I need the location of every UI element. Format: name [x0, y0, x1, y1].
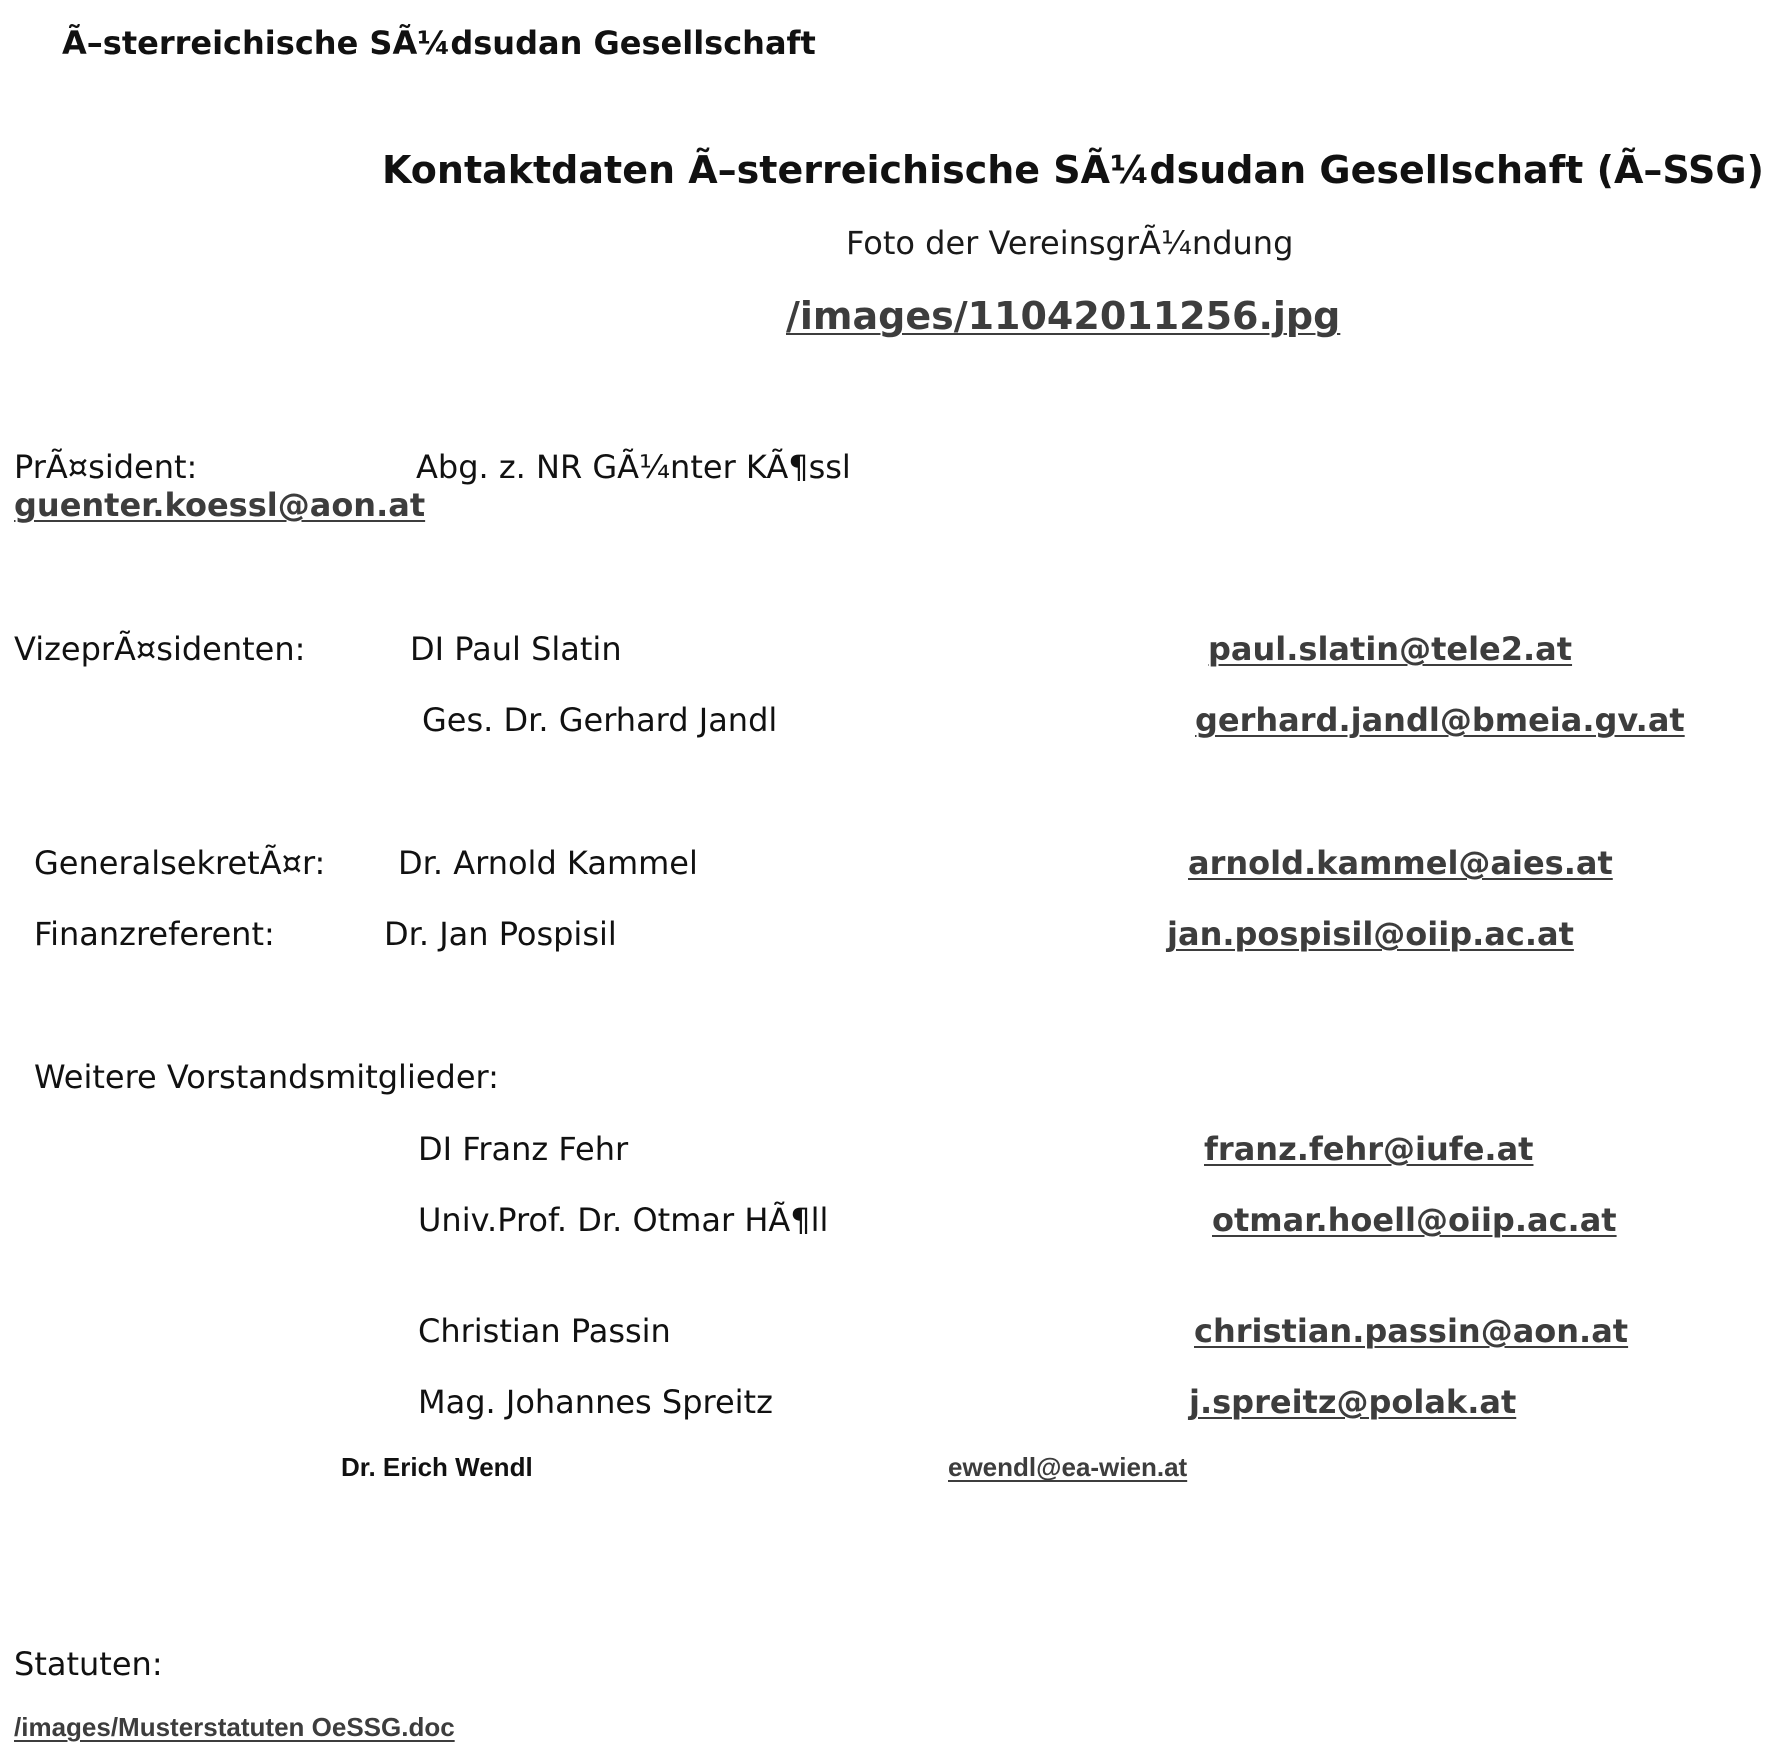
board-member-email-link[interactable]: ewendl@ea-wien.at — [948, 1452, 1188, 1482]
president-name: Abg. z. NR GÃ¼nter KÃ¶ssl — [416, 448, 851, 486]
president-label: PrÃ¤sident: — [14, 448, 198, 486]
vice-president-name: Ges. Dr. Gerhard Jandl — [422, 701, 778, 739]
secretary-general-email-link[interactable]: arnold.kammel@aies.at — [1188, 844, 1613, 882]
vice-presidents-label: VizeprÃ¤sidenten: — [14, 630, 306, 668]
board-member-name: Univ.Prof. Dr. Otmar HÃ¶ll — [418, 1201, 829, 1239]
treasurer-label: Finanzreferent: — [34, 915, 275, 953]
vice-president-name: DI Paul Slatin — [410, 630, 622, 668]
board-member-name: Mag. Johannes Spreitz — [418, 1383, 773, 1421]
statutes-label: Statuten: — [14, 1645, 163, 1683]
vice-president-email-link[interactable]: paul.slatin@tele2.at — [1208, 630, 1573, 668]
photo-caption: Foto der VereinsgrÃ¼ndung — [846, 224, 1294, 262]
treasurer-email-link[interactable]: jan.pospisil@oiip.ac.at — [1167, 915, 1574, 953]
board-member-name: Christian Passin — [418, 1312, 671, 1350]
secretary-general-label: GeneralsekretÃ¤r: — [34, 844, 326, 882]
vice-president-email-link[interactable]: gerhard.jandl@bmeia.gv.at — [1195, 701, 1685, 739]
board-member-email-link[interactable]: otmar.hoell@oiip.ac.at — [1212, 1201, 1617, 1239]
board-member-email-link[interactable]: j.spreitz@polak.at — [1189, 1383, 1517, 1421]
site-title: Ã–sterreichische SÃ¼dsudan Gesellschaft — [62, 24, 816, 62]
board-member-email-link[interactable]: franz.fehr@iufe.at — [1204, 1130, 1534, 1168]
president-email-link[interactable]: guenter.koessl@aon.at — [14, 486, 426, 524]
founding-photo-link[interactable]: /images/11042011256.jpg — [786, 294, 1341, 338]
board-member-name: Dr. Erich Wendl — [341, 1452, 533, 1482]
board-member-name: DI Franz Fehr — [418, 1130, 629, 1168]
secretary-general-name: Dr. Arnold Kammel — [398, 844, 698, 882]
statutes-document-link[interactable]: /images/Musterstatuten OeSSG.doc — [14, 1712, 455, 1742]
board-label: Weitere Vorstandsmitglieder: — [34, 1058, 499, 1096]
board-member-email-link[interactable]: christian.passin@aon.at — [1194, 1312, 1629, 1350]
page-title: Kontaktdaten Ã–sterreichische SÃ¼dsudan Gesellschaft (Ã–SSG) — [382, 148, 1764, 192]
treasurer-name: Dr. Jan Pospisil — [384, 915, 617, 953]
